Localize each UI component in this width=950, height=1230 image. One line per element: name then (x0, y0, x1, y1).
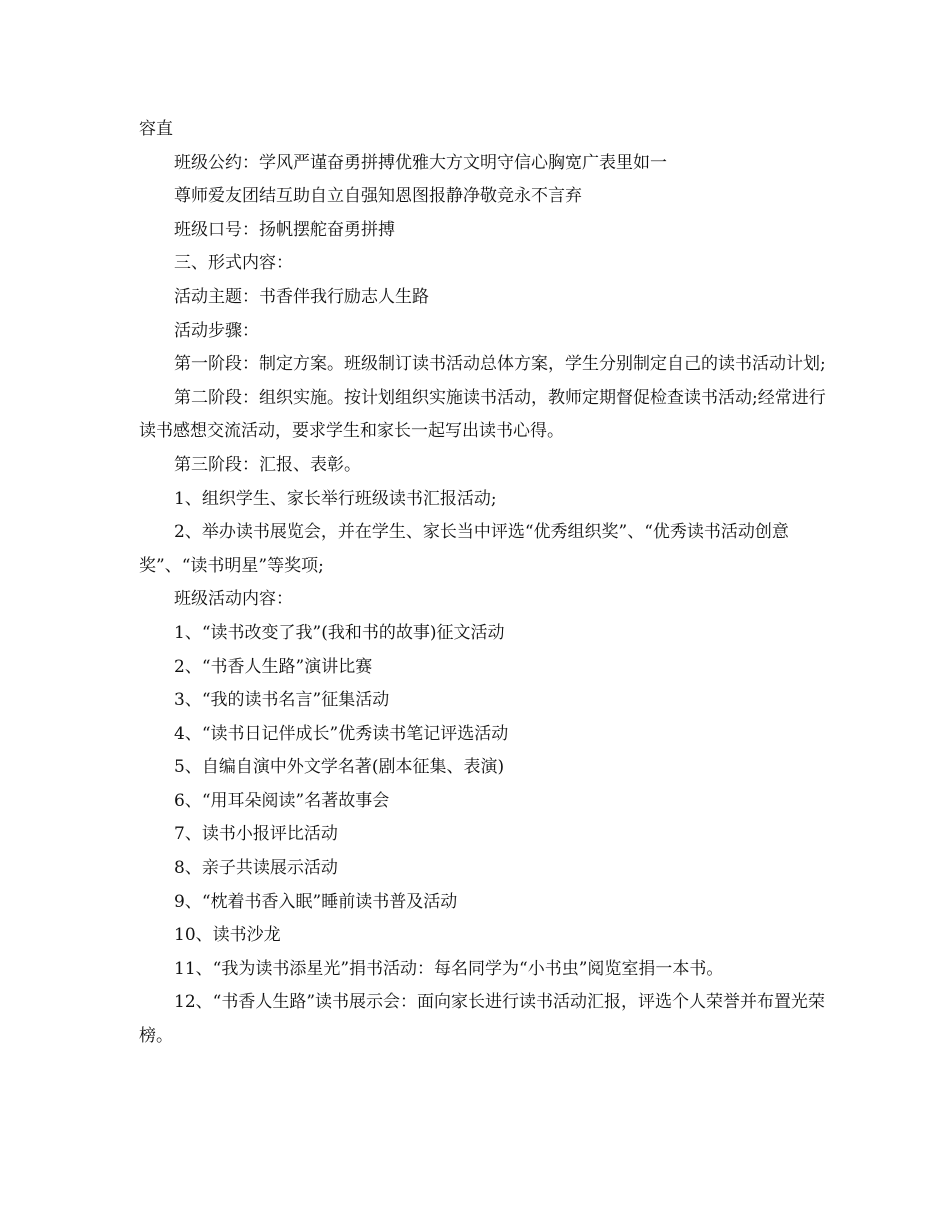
list-item: 7、读书小报评比活动 (174, 824, 338, 845)
section-heading: 三、形式内容： (174, 253, 293, 274)
paragraph: 尊师爱友团结互助自立自强知恩图报静净敬竞永不言弃 (174, 186, 582, 207)
paragraph: 容直 (139, 119, 173, 139)
list-item: 3、“我的读书名言”征集活动 (174, 690, 390, 711)
list-item: 2、举办读书展览会，并在学生、家长当中评选“优秀组织奖”、“优秀读书活动创意奖”、“读书明星”等奖项; (139, 522, 789, 576)
list-item: 4、“读书日记伴成长”优秀读书笔记评选活动 (174, 723, 509, 744)
paragraph: 班级口号：扬帆摆舵奋勇拼搏 (174, 219, 395, 240)
list-item: 2、“书香人生路”演讲比赛 (174, 656, 373, 677)
list-item: 10、读书沙龙 (174, 925, 281, 946)
list-item: 6、“用耳朵阅读”名著故事会 (174, 790, 390, 811)
paragraph: 第三阶段：汇报、表彰。 (174, 454, 361, 475)
paragraph: 活动主题：书香伴我行励志人生路 (174, 286, 429, 307)
list-item: 1、组织学生、家长举行班级读书汇报活动; (174, 488, 497, 509)
paragraph: 第二阶段：组织实施。按计划组织实施读书活动，教师定期督促检查读书活动;经常进行读书感想交流活动，要求学生和家长一起写出读书心得。 (139, 387, 826, 442)
list-item: 1、“读书改变了我”(我和书的故事)征文活动 (174, 622, 505, 643)
list-item: 8、亲子共读展示活动 (174, 858, 338, 879)
list-item: 5、自编自演中外文学名著(剧本征集、表演) (174, 757, 505, 778)
paragraph: 第一阶段：制定方案。班级制订读书活动总体方案，学生分别制定自己的读书活动计划; (174, 354, 826, 375)
paragraph: 活动步骤： (174, 320, 259, 341)
list-item: 11、“我为读书添星光”捐书活动：每名同学为“小书虫”阅览室捐一本书。 (174, 958, 724, 979)
document-body (139, 113, 829, 1054)
paragraph: 班级公约：学风严谨奋勇拼搏优雅大方文明守信心胸宽广表里如一 (174, 152, 667, 173)
paragraph: 班级活动内容： (174, 589, 293, 610)
list-item: 9、“枕着书香入眠”睡前读书普及活动 (174, 891, 458, 912)
list-item: 12、“书香人生路”读书展示会：面向家长进行读书活动汇报，评选个人荣誉并布置光荣榜。 (139, 992, 826, 1047)
